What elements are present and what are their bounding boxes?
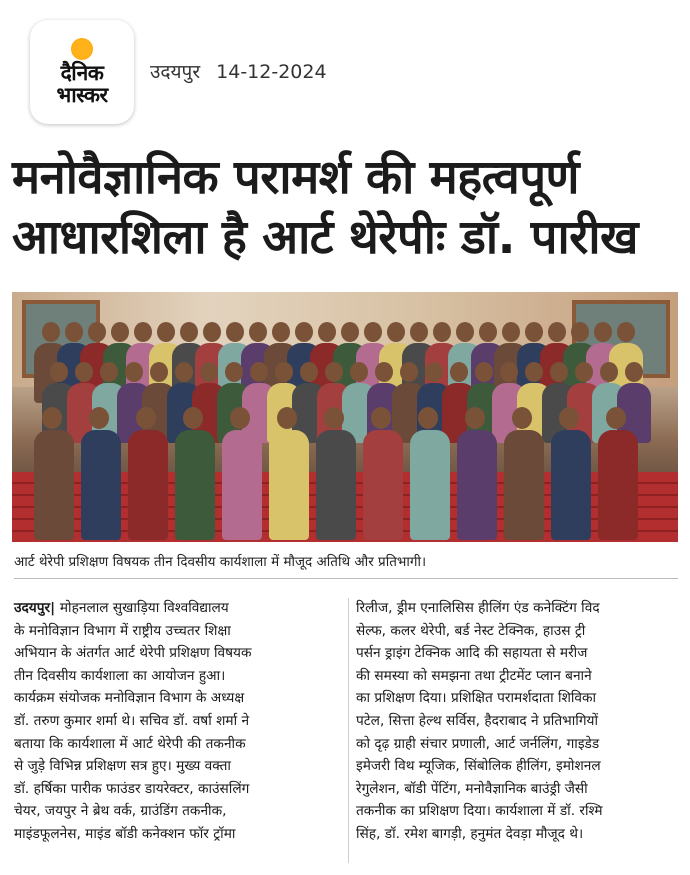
article-line: रेगुलेशन, बॉडी पेंटिंग, मनोवैज्ञानिक बाउंड्री जैसी	[356, 780, 588, 797]
person-figure	[324, 407, 356, 540]
group-photo	[12, 292, 678, 542]
person-figure	[512, 407, 544, 540]
dateline-city: उदयपुर	[150, 61, 201, 83]
person-figure	[465, 407, 497, 540]
newspaper-logo	[30, 20, 134, 124]
article-line: से जुड़े विभिन्न प्रशिक्षण सत्र हुए। मुख्य वक्ता	[14, 758, 231, 775]
person-figure	[183, 407, 215, 540]
article-line: चेयर, जयपुर ने ब्रेथ वर्क, ग्राउंडिंग तकनीक,	[14, 803, 227, 820]
sun-icon	[71, 38, 93, 60]
person-figure	[277, 407, 309, 540]
article-line: का प्रशिक्षण दिया। प्रशिक्षित परामर्शदाता शिविका	[356, 690, 597, 707]
person-figure	[371, 407, 403, 540]
article-line: इमेजरी विथ म्यूजिक, सिंबोलिक हीलिंग, इमोशनल	[356, 758, 601, 775]
person-figure	[606, 407, 638, 540]
person-figure	[230, 407, 262, 540]
photo-caption: आर्ट थेरेपी प्रशिक्षण विषयक तीन दिवसीय कार्यशाला में मौजूद अतिथि और प्रतिभागी।	[14, 552, 678, 579]
article-line: पर्सन ड्राइंग टेक्निक आदि की सहायता से मरीज	[356, 645, 588, 662]
person-figure	[559, 407, 591, 540]
article-dateline: उदयपुर|	[14, 600, 60, 616]
article-line: डॉ. तरुण कुमार शर्मा थे। सचिव डॉ. वर्षा शर्मा ने	[14, 712, 250, 729]
article-line: माइंडफूलनेस, माइंड बॉडी कनेक्शन फॉर ट्रॉमा	[14, 825, 236, 842]
article-line: पटेल, सित्ता हेल्थ सर्विस, हैदराबाद ने प्रतिभागियों	[356, 712, 599, 729]
headline	[12, 148, 680, 268]
article-line: डॉ. हर्षिका पारीक फाउंडर डायरेक्टर, काउंसलिंग	[14, 780, 250, 797]
article-line: उदयपुर| मोहनलाल सुखाड़िया विश्वविद्यालय	[14, 600, 229, 616]
logo-line-1: दैनिक	[60, 61, 104, 85]
article-line: अभियान के अंतर्गत आर्ट थेरेपी प्रशिक्षण विषयक	[14, 645, 252, 662]
column-divider	[348, 598, 349, 863]
logo-line-2: भास्कर	[56, 83, 108, 107]
person-figure	[42, 407, 74, 540]
headline-line-2: आधारशिला है आर्ट थेरेपीः डॉ. पारीख	[12, 210, 639, 265]
article-line: तीन दिवसीय कार्यशाला का आयोजन हुआ।	[14, 667, 226, 684]
article-line: रिलीज, ड्रीम एनालिसिस हीलिंग एंड कनेक्टिंग विद	[356, 600, 600, 616]
article-line: सिंह, डॉ. रमेश बागड़ी, हनुमंत देवड़ा मौजूद थे।	[356, 825, 584, 842]
crowd	[37, 322, 657, 542]
dateline	[150, 58, 337, 84]
article-line: बताया कि कार्यशाला में आर्ट थेरेपी की तकनीक	[14, 735, 246, 752]
article-line: तकनीक का प्रशिक्षण दिया। कार्यशाला में डॉ. रश्मि	[356, 803, 603, 820]
article-line: के मनोविज्ञान विभाग में राष्ट्रीय उच्चतर शिक्षा	[14, 622, 231, 639]
article-line: की समस्या को समझना तथा ट्रीटमेंट प्लान बनाने	[356, 667, 592, 684]
article-line: सेल्फ, कलर थेरेपी, बर्ड नेस्ट टेक्निक, हाउस ट्री	[356, 622, 586, 639]
person-figure	[89, 407, 121, 540]
article-line: कार्यक्रम संयोजक मनोविज्ञान विभाग के अध्यक्ष	[14, 690, 245, 707]
article-column-2	[356, 597, 678, 846]
person-figure	[418, 407, 450, 540]
dateline-date: 14-12-2024	[216, 61, 327, 83]
headline-line-1: मनोवैज्ञानिक परामर्श की महत्वपूर्ण	[12, 150, 579, 205]
person-figure	[136, 407, 168, 540]
article-line: को दृढ़ ग्राही संचार प्रणाली, आर्ट जर्नलिंग, गाइडेड	[356, 735, 600, 752]
article-column-1	[14, 597, 344, 846]
